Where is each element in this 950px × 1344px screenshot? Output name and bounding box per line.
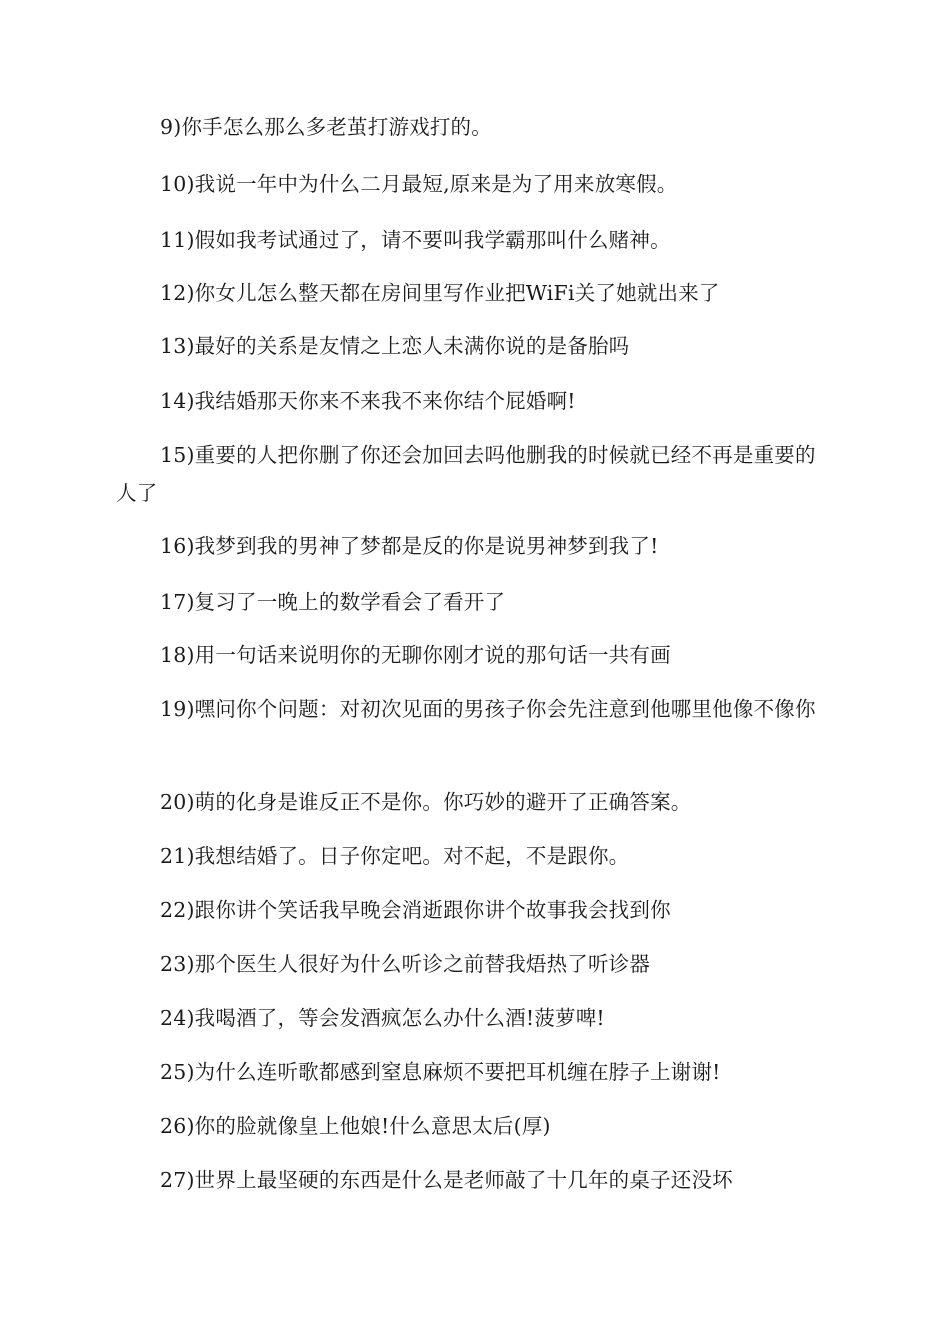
joke-item-19: 19)嘿问你个问题：对初次见面的男孩子你会先注意到他哪里他像不像你 <box>160 697 816 721</box>
joke-item-10: 10)我说一年中为什么二月最短,原来是为了用来放寒假。 <box>160 172 678 196</box>
joke-item-22: 22)跟你讲个笑话我早晚会消逝跟你讲个故事我会找到你 <box>160 898 671 922</box>
joke-item-27: 27)世界上最坚硬的东西是什么是老师敲了十几年的桌子还没坏 <box>160 1168 733 1192</box>
joke-item-13: 13)最好的关系是友情之上恋人未满你说的是备胎吗 <box>160 334 630 358</box>
joke-item-24: 24)我喝酒了，等会发酒疯怎么办什么酒!菠萝啤! <box>160 1006 605 1030</box>
joke-item-17: 17)复习了一晚上的数学看会了看开了 <box>160 590 506 614</box>
joke-item-12: 12)你女儿怎么整天都在房间里写作业把WiFi关了她就出来了 <box>160 281 720 305</box>
joke-item-18: 18)用一句话来说明你的无聊你刚才说的那句话一共有画 <box>160 643 671 667</box>
joke-item-16: 16)我梦到我的男神了梦都是反的你是说男神梦到我了! <box>160 534 659 558</box>
joke-item-14: 14)我结婚那天你来不来我不来你结个屁婚啊! <box>160 389 576 413</box>
joke-item-20: 20)萌的化身是谁反正不是你。你巧妙的避开了正确答案。 <box>160 790 692 814</box>
joke-item-9: 9)你手怎么那么多老茧打游戏打的。 <box>160 115 492 139</box>
joke-item-15: 15)重要的人把你删了你还会加回去吗他删我的时候就已经不再是重要的人了 <box>116 443 816 505</box>
joke-item-21: 21)我想结婚了。日子你定吧。对不起，不是跟你。 <box>160 844 630 868</box>
joke-item-11: 11)假如我考试通过了，请不要叫我学霸那叫什么赌神。 <box>160 228 671 252</box>
joke-item-23: 23)那个医生人很好为什么听诊之前替我焐热了听诊器 <box>160 952 651 976</box>
joke-item-25: 25)为什么连听歌都感到窒息麻烦不要把耳机缠在脖子上谢谢! <box>160 1060 721 1084</box>
joke-item-26: 26)你的脸就像皇上他娘!什么意思太后(厚) <box>160 1114 551 1138</box>
